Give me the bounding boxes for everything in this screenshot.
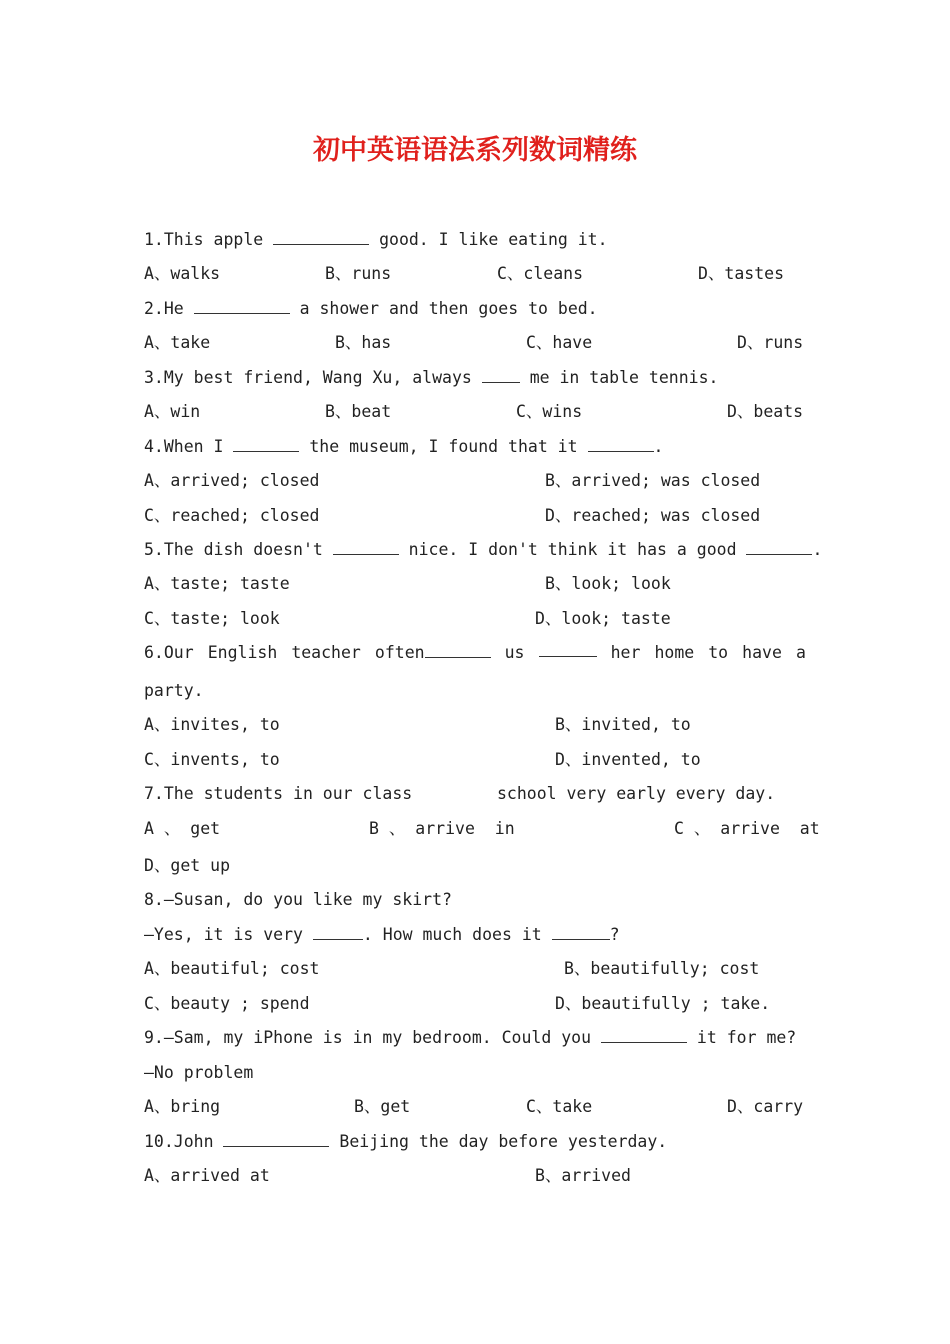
question-text: me in table tennis. xyxy=(519,368,719,387)
answer-blank xyxy=(746,540,812,555)
option-a: A、bring xyxy=(144,1097,221,1116)
answer-blank xyxy=(482,368,520,383)
question-text: 4.When I xyxy=(144,437,234,456)
option-b: B、arrived xyxy=(535,1166,631,1185)
answer-blank xyxy=(273,230,369,245)
option-a: A、taste; taste xyxy=(144,574,290,593)
option-d: D、beats xyxy=(727,402,804,421)
question-word: teacher xyxy=(291,643,361,662)
option-d: D、look; taste xyxy=(535,609,671,628)
question-word: home xyxy=(654,643,695,662)
question-text: 10.John xyxy=(144,1132,224,1151)
question-word: to xyxy=(708,643,729,662)
answer-blank xyxy=(313,925,363,940)
option-b: B、get xyxy=(354,1097,411,1116)
option-a: A、walks xyxy=(144,264,221,283)
option-a: A 、 get xyxy=(144,819,221,838)
option-b: B、runs xyxy=(325,264,392,283)
option-c: C、cleans xyxy=(497,264,584,283)
question-text: Beijing the day before yesterday. xyxy=(329,1132,668,1151)
option-a: A、invites, to xyxy=(144,715,280,734)
option-d: D、invented, to xyxy=(555,750,701,769)
question-word: us xyxy=(504,643,525,662)
question-8: 8.—Susan, do you like my skirt? xyxy=(144,890,452,909)
question-word-text: often xyxy=(374,643,425,662)
option-a: A、arrived at xyxy=(144,1166,270,1185)
option-c: C、beauty ; spend xyxy=(144,994,310,1013)
option-d: D、tastes xyxy=(698,264,785,283)
question-8-reply xyxy=(144,924,620,946)
question-word: English xyxy=(207,643,278,662)
option-c: C、invents, to xyxy=(144,750,280,769)
answer-blank xyxy=(539,642,597,657)
question-7-rest: school very early every day. xyxy=(497,784,776,803)
option-a: A、win xyxy=(144,402,201,421)
answer-blank xyxy=(552,925,610,940)
answer-blank xyxy=(223,1132,329,1147)
option-a: A、arrived; closed xyxy=(144,471,320,490)
option-b: B、has xyxy=(335,333,392,352)
question-text: 9.—Sam, my iPhone is in my bedroom. Could you xyxy=(144,1028,601,1047)
question-2 xyxy=(144,298,598,320)
option-d: D、carry xyxy=(727,1097,804,1116)
question-1 xyxy=(144,229,608,251)
question-3 xyxy=(144,367,718,389)
question-text: it for me? xyxy=(686,1028,797,1047)
question-6 xyxy=(144,642,806,664)
option-b: B、beautifully; cost xyxy=(564,959,760,978)
answer-blank xyxy=(194,299,290,314)
question-9-reply: —No problem xyxy=(144,1063,254,1082)
question-text: good. I like eating it. xyxy=(369,230,608,249)
option-b: B、beat xyxy=(325,402,392,421)
option-c: C、take xyxy=(526,1097,593,1116)
question-word: a xyxy=(795,643,806,662)
option-c: C、have xyxy=(526,333,593,352)
question-text: —Yes, it is very xyxy=(144,925,313,944)
question-text: . xyxy=(653,437,664,456)
question-10 xyxy=(144,1131,667,1153)
answer-blank xyxy=(333,540,399,555)
answer-blank xyxy=(425,643,491,658)
option-a: A、take xyxy=(144,333,211,352)
option-a: A、beautiful; cost xyxy=(144,959,320,978)
question-word: 6.Our xyxy=(144,643,194,662)
question-text: ? xyxy=(609,925,620,944)
option-b: B、look; look xyxy=(545,574,671,593)
answer-blank xyxy=(588,437,654,452)
question-text: the museum, I found that it xyxy=(299,437,588,456)
question-4 xyxy=(144,436,663,458)
page-title: 初中英语语法系列数词精练 xyxy=(313,135,637,166)
question-text: 1.This apple xyxy=(144,230,274,249)
option-c: C、reached; closed xyxy=(144,506,320,525)
option-b: B 、 arrive in xyxy=(369,819,515,838)
option-b: B、invited, to xyxy=(555,715,691,734)
question-text: a shower and then goes to bed. xyxy=(289,299,598,318)
question-text: 3.My best friend, Wang Xu, always xyxy=(144,368,482,387)
question-word xyxy=(375,642,491,664)
question-7: 7.The students in our class xyxy=(144,784,413,803)
option-c: C、wins xyxy=(516,402,583,421)
option-d: D、get up xyxy=(144,856,231,875)
question-text: nice. I don't think it has a good xyxy=(398,540,747,559)
question-6-continued: party. xyxy=(144,681,204,700)
option-c: C 、 arrive at xyxy=(674,819,820,838)
option-d: D、reached; was closed xyxy=(545,506,761,525)
question-text: . How much does it xyxy=(362,925,552,944)
option-d: D、beautifully ; take. xyxy=(555,994,771,1013)
question-word: her xyxy=(610,643,641,662)
answer-blank xyxy=(601,1028,687,1043)
question-word: have xyxy=(742,643,782,662)
question-9 xyxy=(144,1027,796,1049)
answer-blank xyxy=(233,437,299,452)
question-text: 2.He xyxy=(144,299,194,318)
question-5 xyxy=(144,539,822,561)
option-b: B、arrived; was closed xyxy=(545,471,761,490)
option-d: D、runs xyxy=(737,333,804,352)
option-c: C、taste; look xyxy=(144,609,280,628)
question-text: . xyxy=(812,540,823,559)
question-text: 5.The dish doesn't xyxy=(144,540,333,559)
